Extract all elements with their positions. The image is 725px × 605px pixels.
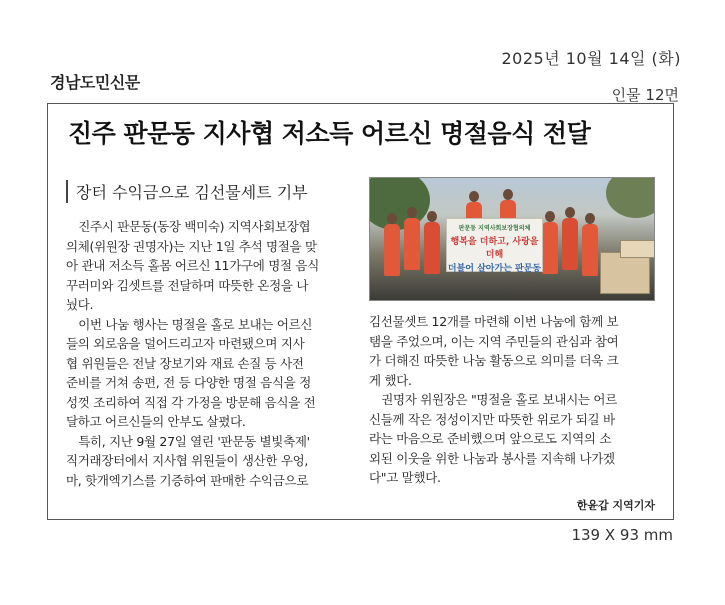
body-line: 이번 나눔 행사는 명절을 홀로 보내는 어르신 [66, 316, 313, 332]
article-photo [369, 177, 655, 301]
reporter-byline: 한윤갑 지역기자 [576, 499, 655, 512]
publication-date: 2025년 10월 14일 (화) [501, 49, 681, 68]
newspaper-name: 경남도민신문 [50, 73, 140, 92]
body-line: 신들께 작은 정성이지만 따뜻한 위로가 되길 바 [369, 411, 615, 427]
body-line: 달하고 어르신들의 안부도 살폈다. [66, 414, 246, 429]
article-body-left-column [66, 217, 361, 490]
photo-volunteer [542, 222, 558, 274]
photo-tree-right [606, 177, 655, 218]
photo-volunteer [424, 222, 440, 274]
photo-volunteer [562, 218, 578, 270]
photo-volunteer [582, 224, 598, 276]
body-line: 준비를 거쳐 송편, 전 등 다양한 명절 음식을 정 [66, 375, 312, 390]
photo-volunteer [384, 224, 400, 276]
body-line: 특히, 지난 9월 27일 열린 '판문동 별빛축제' [66, 433, 310, 449]
body-line: 협 위원들은 전날 장보기와 재료 손질 등 사전 [66, 355, 304, 371]
article-clipping [47, 103, 674, 520]
section-page: 인물 12면 [611, 86, 679, 104]
body-line: 라는 마음으로 준비했으며 앞으로도 지역의 소 [369, 431, 612, 446]
body-line: 김선물셋트 12개를 마련해 이번 나눔에 함께 보 [369, 314, 619, 329]
photo-volunteer [500, 200, 516, 220]
body-line: 탬을 주었으며, 이는 지역 주민들의 관심과 참여 [369, 333, 619, 349]
photo-banner-line: 행복을 더하고, 사랑을 더해 [450, 237, 539, 260]
body-line: 눴다. [66, 297, 94, 312]
body-line: 들의 외로움을 덜어드리고자 마련됐으며 지사 [66, 336, 305, 351]
article-headline: 진주 판문동 지사협 저소득 어르신 명절음식 전달 [68, 119, 591, 148]
body-line: 마, 핫개엑기스를 기증하여 판매한 수익금으로 [66, 472, 309, 488]
body-line: 의체(위원장 권명자)는 지난 1일 추석 명절을 맞 [66, 238, 317, 254]
body-line: 권명자 위원장은 "명절을 홀로 보내시는 어르 [369, 392, 617, 407]
article-subheadline: 장터 수익금으로 김선물세트 기부 [66, 180, 308, 203]
body-line: 직거래장터에서 지사협 위원들이 생산한 우엉, [66, 453, 309, 468]
photo-gift-box [600, 252, 650, 294]
clip-size: 139 X 93 mm [571, 526, 673, 544]
body-line: 성껏 조리하여 직접 각 가정을 방문해 음식을 전 [66, 394, 316, 410]
photo-banner-line: 진주시 판문동 지역사회보장협의체 [456, 277, 533, 283]
photo-banner-line: 더불어 살아가는 판문동 [447, 264, 542, 274]
article-body-right-column [369, 312, 657, 488]
photo-tree-left [369, 177, 430, 230]
photo-gift-box [620, 240, 655, 258]
body-line: 다"고 말했다. [369, 470, 441, 485]
body-line: 아 관내 저소득 홀몸 어르신 11가구에 명절 음식 [66, 258, 319, 273]
photo-volunteer [404, 218, 420, 270]
photo-banner [446, 218, 543, 283]
body-line: 꾸러미와 김셋트를 전달하며 따뜻한 온정을 나 [66, 277, 309, 293]
body-line: 외된 이웃을 위한 나눔과 봉사를 지속해 나가겠 [369, 450, 615, 466]
body-line: 가 더해진 따뜻한 나눔 활동으로 의미를 더욱 크 [369, 353, 619, 368]
photo-banner-line: 판문동 지역사회보장협의체 [458, 225, 531, 232]
body-line: 게 했다. [369, 372, 412, 388]
body-line: 진주시 판문동(동장 백미숙) 지역사회보장협 [66, 219, 311, 234]
